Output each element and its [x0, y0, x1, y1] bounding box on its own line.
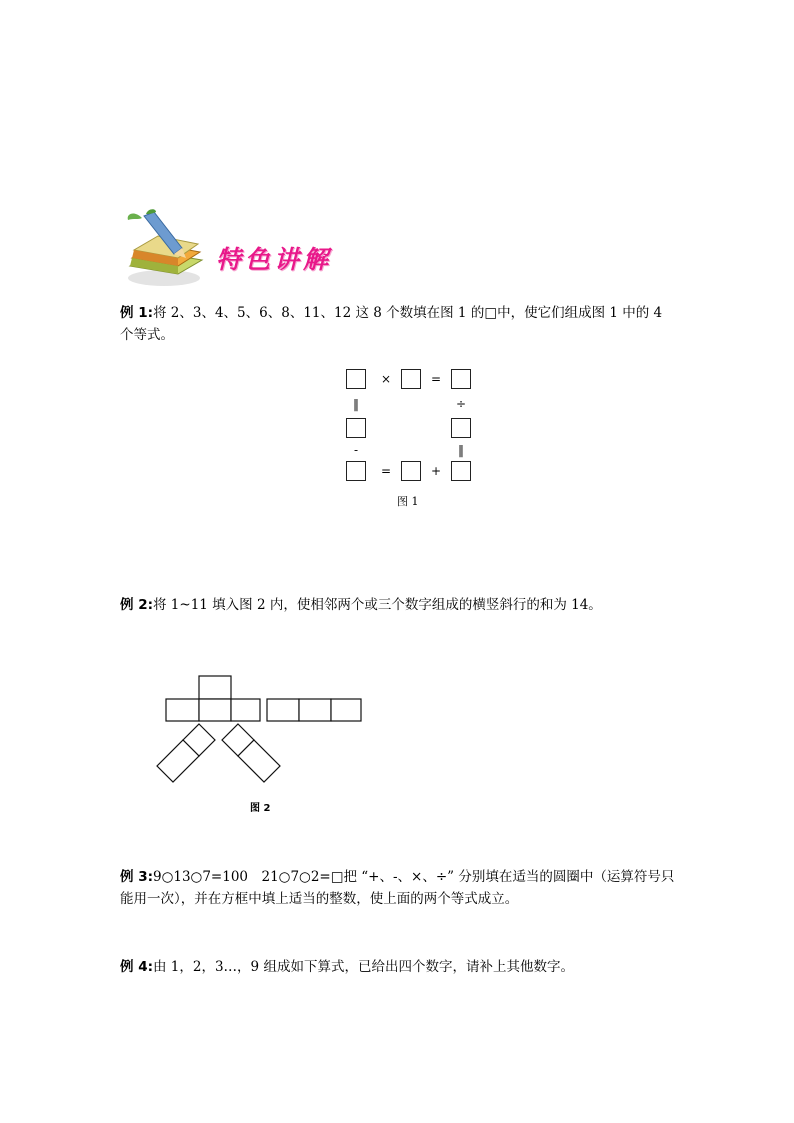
example-3-paragraph	[120, 866, 676, 910]
example-4-text: 由 1，2，3…，9 组成如下算式，已给出四个数字，请补上其他数字。	[153, 959, 574, 975]
answer-box-top-middle[interactable]	[401, 369, 421, 389]
example-4-label: 例 4:	[120, 959, 153, 975]
example-3-text: 9○13○7=100 21○7○2=□把 “+、-、×、÷” 分别填在适当的圆圈中（运算符号只能用一次），并在方框中填上适当的整数，使上面的两个等式成立。	[120, 869, 675, 907]
grid-cell[interactable]	[331, 699, 361, 721]
answer-box-middle-right[interactable]	[451, 418, 471, 438]
answer-box-top-right[interactable]	[451, 369, 471, 389]
equals-sign-top: =	[430, 372, 442, 386]
figure-2-grid	[150, 670, 370, 790]
grid-cell[interactable]	[267, 699, 299, 721]
parallel-sign-right: ‖	[458, 443, 464, 457]
answer-box-top-left[interactable]	[346, 369, 366, 389]
answer-box-bottom-right[interactable]	[451, 461, 471, 481]
grid-cell[interactable]	[166, 699, 199, 721]
grid-cell[interactable]	[231, 699, 260, 721]
divide-sign: ÷	[455, 397, 467, 411]
books-logo-icon	[120, 208, 216, 288]
example-1-text: 将 2、3、4、5、6、8、11、12 这 8 个数填在图 1 的□中，使它们组成图 1 中的 4 个等式。	[120, 305, 663, 343]
example-4-paragraph	[120, 956, 676, 978]
parallel-sign-left: ‖	[353, 397, 359, 411]
example-1-label: 例 1:	[120, 305, 153, 321]
grid-cell[interactable]	[299, 699, 331, 721]
example-3-label: 例 3:	[120, 869, 153, 885]
example-2-label: 例 2:	[120, 597, 153, 613]
example-2-text: 将 1~11 填入图 2 内，使相邻两个或三个数字组成的横竖斜行的和为 14。	[153, 597, 602, 613]
figure-2-caption: 图 2	[250, 803, 271, 814]
equals-sign-bottom: =	[380, 464, 392, 478]
grid-cell[interactable]	[199, 699, 231, 721]
plus-sign: +	[430, 464, 442, 478]
multiply-sign: ×	[380, 372, 392, 386]
answer-box-middle-left[interactable]	[346, 418, 366, 438]
example-1-paragraph	[120, 302, 676, 346]
minus-sign: -	[353, 443, 359, 457]
example-2-paragraph	[120, 594, 676, 616]
answer-box-bottom-left[interactable]	[346, 461, 366, 481]
figure-1-caption: 图 1	[397, 495, 419, 508]
grid-cell[interactable]	[199, 676, 231, 699]
answer-box-bottom-middle[interactable]	[401, 461, 421, 481]
section-heading: 特色讲解	[216, 245, 333, 274]
